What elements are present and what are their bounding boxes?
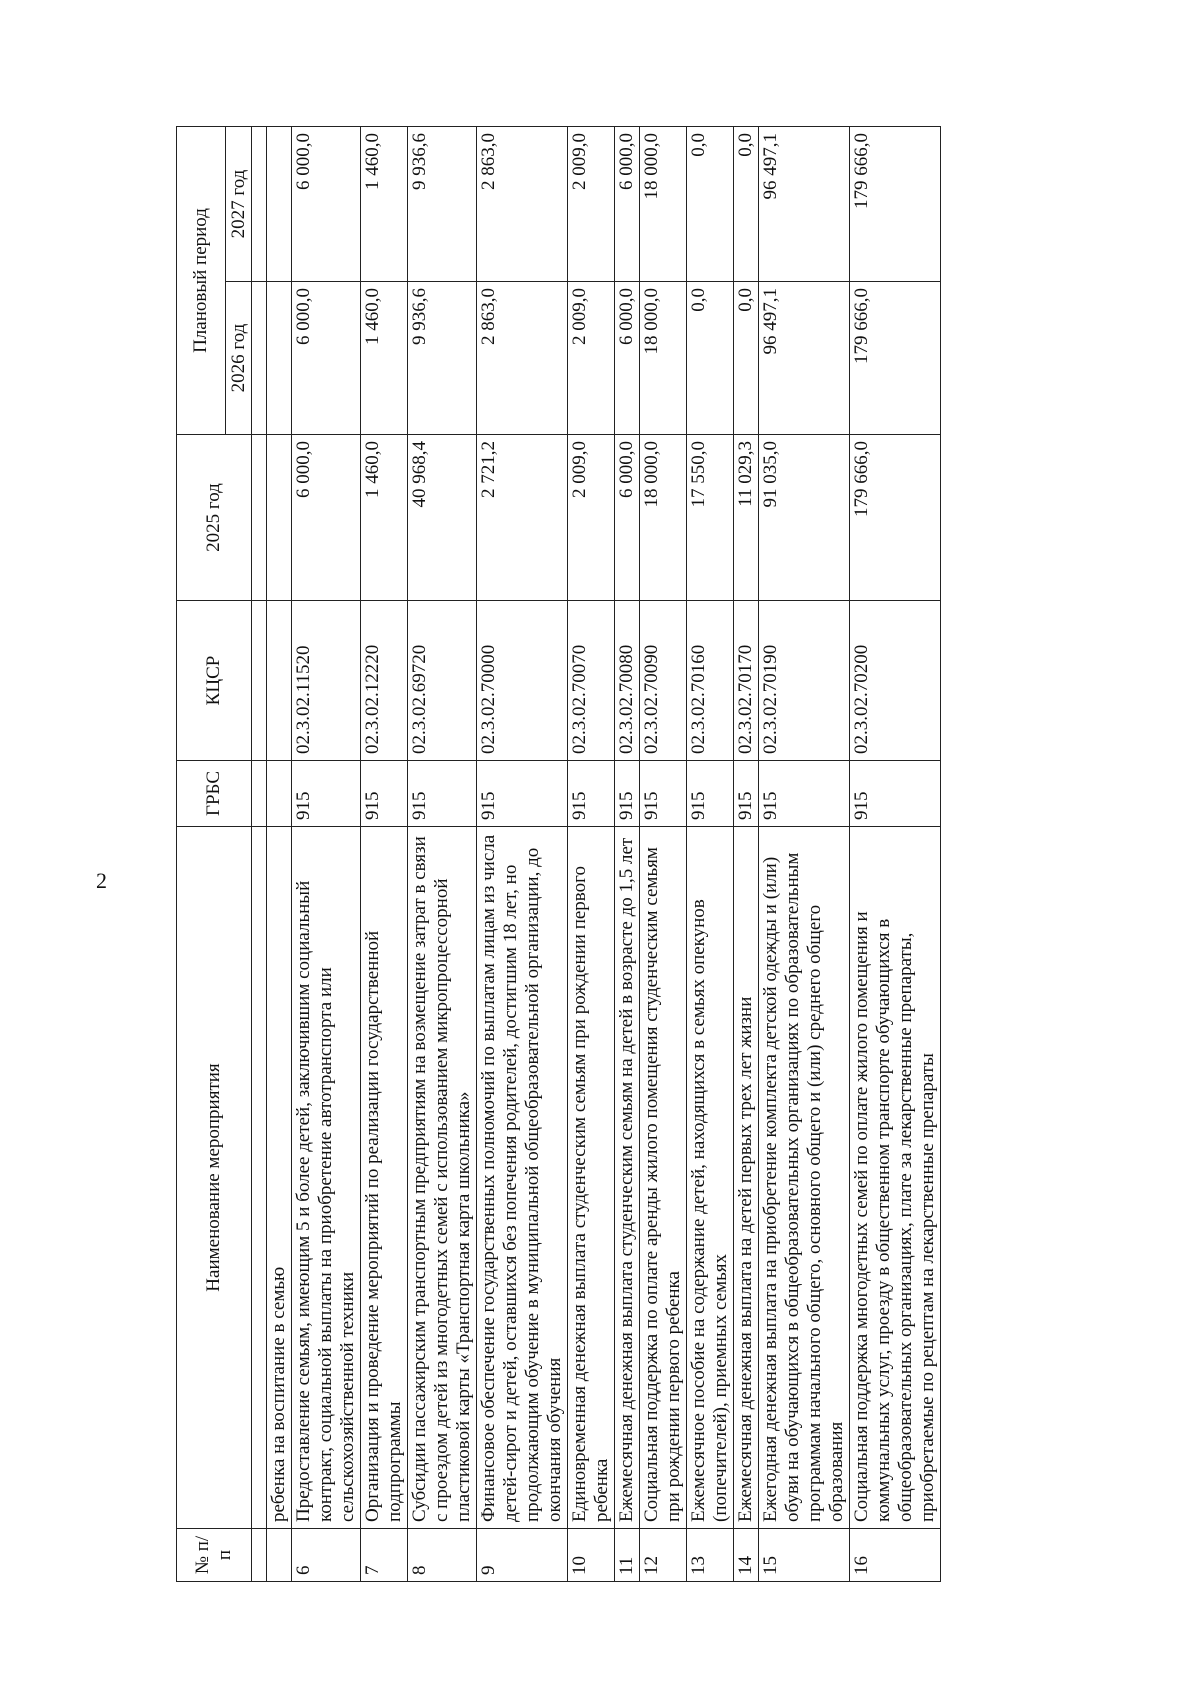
row-kcsr: 02.3.02.70080 [615,601,640,761]
table-row [734,126,759,1581]
row-value-2025: 91 035,0 [759,435,850,601]
row-grbs: 915 [850,761,941,827]
header-kcsr: КЦСР [177,601,252,761]
row-value-2025: 2 009,0 [568,435,615,601]
budget-table [176,126,941,1582]
row-kcsr: 02.3.02.70190 [759,601,850,761]
header-name: Наименование мероприятия [177,827,252,1529]
row-name: Субсидии пассажирским транспортным предприятиям на возмещение затрат в связи с проездом детей из многодетных семей с использованием микропроцессорной пластиковой карты «Транспортная карта школьника» [408,827,477,1529]
header-2026: 2026 год [226,282,252,435]
row-kcsr: 02.3.02.70160 [687,601,734,761]
row-grbs: 915 [687,761,734,827]
row-num: 13 [687,1529,734,1582]
row-name: Предоставление семьям, имеющим 5 и более детей, заключившим социальный контракт, социальной выплаты на приобретение автотранспорта или сельскохозяйственной техники [292,827,361,1529]
continuation-text: ребенка на воспитание в семью [267,827,292,1529]
row-value-2026: 0,0 [734,282,759,435]
row-num: 9 [477,1529,568,1582]
row-grbs: 915 [759,761,850,827]
row-num: 15 [759,1529,850,1582]
row-value-2027: 96 497,1 [759,126,850,281]
row-name: Социальная поддержка многодетных семей по оплате жилого помещения и коммунальных услуг, проезду в общественном транспорте обучающихся в общеобразовательных организациях, плате за лекарственные препараты, приобретаемые по рецептам на лекарственные препараты [850,827,941,1529]
header-grbs: ГРБС [177,761,252,827]
rotated-page [176,127,1080,1582]
row-grbs: 915 [408,761,477,827]
table-row [408,126,477,1581]
row-kcsr: 02.3.02.70200 [850,601,941,761]
row-kcsr: 02.3.02.11520 [292,601,361,761]
table-row [477,126,568,1581]
row-name: Организация и проведение мероприятий по реализации государственной подпрограммы [361,827,408,1529]
table-row [361,126,408,1581]
row-value-2025: 18 000,0 [640,435,687,601]
row-grbs: 915 [568,761,615,827]
blank-row [252,126,267,1581]
row-value-2027: 9 936,6 [408,126,477,281]
page-number: 2 [96,868,107,893]
row-value-2026: 6 000,0 [292,282,361,435]
row-kcsr: 02.3.02.70090 [640,601,687,761]
table-row [568,126,615,1581]
row-num: 8 [408,1529,477,1582]
row-value-2027: 6 000,0 [615,126,640,281]
row-kcsr: 02.3.02.70170 [734,601,759,761]
row-value-2025: 179 666,0 [850,435,941,601]
header-planned-period: Плановый период [177,126,226,434]
row-value-2026: 9 936,6 [408,282,477,435]
row-kcsr: 02.3.02.12220 [361,601,408,761]
row-value-2027: 179 666,0 [850,126,941,281]
row-num: 11 [615,1529,640,1582]
row-value-2027: 0,0 [687,126,734,281]
header-num: № п/п [177,1529,252,1582]
header-2025: 2025 год [177,435,252,601]
row-num: 6 [292,1529,361,1582]
row-num: 10 [568,1529,615,1582]
row-value-2026: 2 863,0 [477,282,568,435]
row-num: 16 [850,1529,941,1582]
row-value-2025: 2 721,2 [477,435,568,601]
row-grbs: 915 [292,761,361,827]
table-row [640,126,687,1581]
table-row [687,126,734,1581]
row-grbs: 915 [640,761,687,827]
table-row [615,126,640,1581]
row-value-2027: 2 009,0 [568,126,615,281]
row-grbs: 915 [477,761,568,827]
row-value-2025: 1 460,0 [361,435,408,601]
row-value-2026: 6 000,0 [615,282,640,435]
row-value-2025: 11 029,3 [734,435,759,601]
row-value-2025: 40 968,4 [408,435,477,601]
row-name: Ежемесячная денежная выплата студенческим семьям на детей в возрасте до 1,5 лет [615,827,640,1529]
row-num: 12 [640,1529,687,1582]
row-grbs: 915 [361,761,408,827]
row-kcsr: 02.3.02.69720 [408,601,477,761]
row-value-2025: 6 000,0 [615,435,640,601]
row-value-2027: 2 863,0 [477,126,568,281]
table-row [292,126,361,1581]
row-name: Ежемесячная денежная выплата на детей первых трех лет жизни [734,827,759,1529]
row-name: Финансовое обеспечение государственных полномочий по выплатам лицам из числа детей-сирот и детей, оставшихся без попечения родителей, достигшим 18 лет, но продолжающим обучение в муниципальной общеобразовательной организации, до окончания обучения [477,827,568,1529]
row-value-2026: 1 460,0 [361,282,408,435]
row-value-2026: 96 497,1 [759,282,850,435]
row-kcsr: 02.3.02.70000 [477,601,568,761]
row-name: Ежегодная денежная выплата на приобретение комплекта детской одежды и (или) обуви на обучающихся в общеобразовательных организациях по образовательным программам начального общего, основного общего и (или) среднего общего образования [759,827,850,1529]
row-value-2026: 2 009,0 [568,282,615,435]
row-value-2025: 6 000,0 [292,435,361,601]
row-value-2027: 6 000,0 [292,126,361,281]
header-2027: 2027 год [226,126,252,281]
row-value-2026: 18 000,0 [640,282,687,435]
row-value-2027: 0,0 [734,126,759,281]
row-kcsr: 02.3.02.70070 [568,601,615,761]
row-num: 14 [734,1529,759,1582]
row-value-2026: 0,0 [687,282,734,435]
continuation-row [267,126,292,1581]
row-grbs: 915 [615,761,640,827]
row-value-2027: 18 000,0 [640,126,687,281]
row-value-2025: 17 550,0 [687,435,734,601]
row-grbs: 915 [734,761,759,827]
row-name: Единовременная денежная выплата студенческим семьям при рождении первого ребенка [568,827,615,1529]
row-value-2027: 1 460,0 [361,126,408,281]
row-name: Социальная поддержка по оплате аренды жилого помещения студенческим семьям при рождении первого ребенка [640,827,687,1529]
table-row [850,126,941,1581]
table-row [759,126,850,1581]
row-value-2026: 179 666,0 [850,282,941,435]
row-num: 7 [361,1529,408,1582]
row-name: Ежемесячное пособие на содержание детей, находящихся в семьях опекунов (попечителей), приемных семьях [687,827,734,1529]
